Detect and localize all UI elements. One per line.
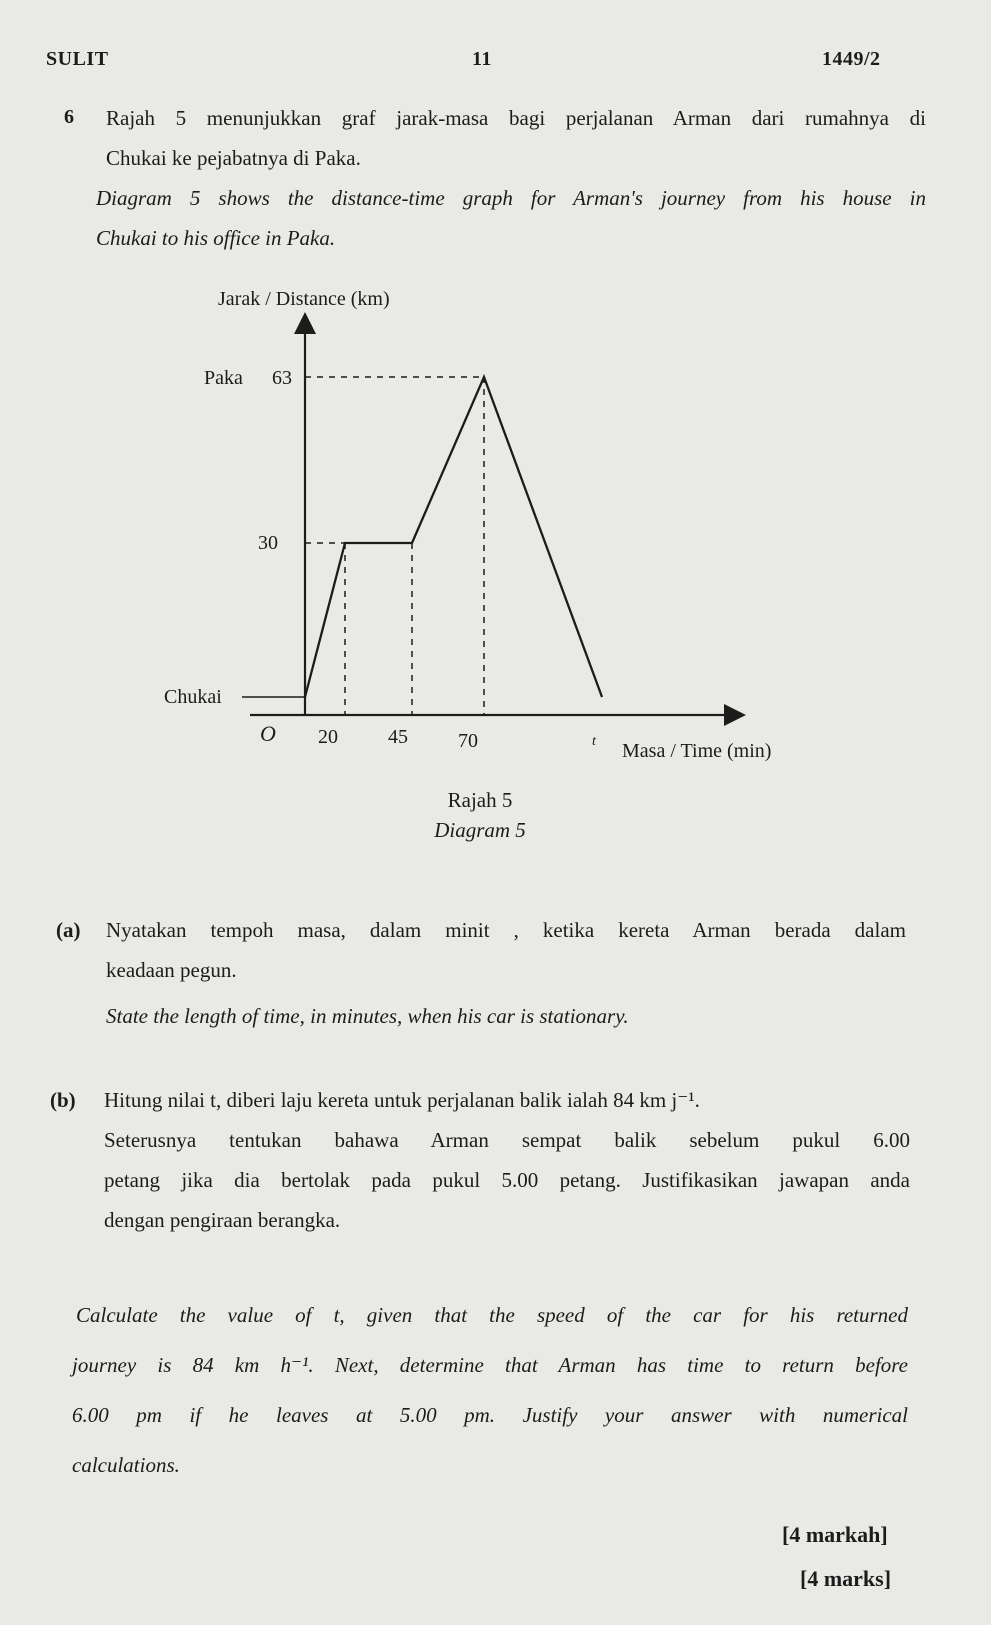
x-axis-label: Masa / Time (min) [622,740,772,762]
marks-en-text: [4 marks] [800,1566,892,1591]
guide-lines [305,377,484,715]
origin-label: O [260,721,276,746]
question-intro-ms [106,98,926,178]
x-tick-t: t [592,734,596,749]
part-b-en [72,1290,908,1490]
part-b-ms [104,1080,910,1240]
part-b-en-line-2: journey is 84 km h⁻¹. Next, determine that Arman has time to return before [72,1353,908,1377]
part-b-en-line-1: Calculate the value of t, given that the speed of the car for his returned [76,1303,908,1327]
place-paka: Paka [204,367,243,389]
marks-en [800,1566,891,1592]
x-tick-20: 20 [318,726,338,748]
caption-ms: Rajah 5 [447,788,513,812]
marks-ms [782,1522,888,1548]
y-axis-label: Jarak / Distance (km) [218,288,390,310]
question-number: 6 [64,106,74,128]
place-chukai: Chukai [164,686,222,708]
y-tick-30: 30 [258,532,278,554]
journey-line [305,377,602,697]
y-tick-63: 63 [272,367,292,389]
part-b-en-line-4: calculations. [72,1453,180,1477]
part-a-ms-line-1: Nyatakan tempoh masa, dalam minit , ketika kereta Arman berada dalam [106,918,906,942]
intro-ms-line-2: Chukai ke pejabatnya di Paka. [106,146,361,170]
x-tick-70: 70 [458,730,478,752]
paper-code: 1449/2 [822,48,881,70]
part-b-label: (b) [50,1088,76,1112]
question-intro-en [96,178,926,258]
part-b-ms-line-2: Seterusnya tentukan bahawa Arman sempat balik sebelum pukul 6.00 [104,1128,910,1152]
part-b-ms-line-1: Hitung nilai t, diberi laju kereta untuk perjalanan balik ialah 84 km j⁻¹. [104,1088,700,1112]
part-a-ms [106,910,906,990]
page-number: 11 [472,48,492,70]
header-sulit: SULIT [46,48,109,70]
x-tick-45: 45 [388,726,408,748]
part-a-label: (a) [56,918,81,942]
distance-time-graph [150,285,870,785]
part-a-en: State the length of time, in minutes, when his car is stationary. [106,1004,629,1028]
part-a-ms-line-2: keadaan pegun. [106,958,237,982]
intro-ms-line-1: Rajah 5 menunjukkan graf jarak-masa bagi perjalanan Arman dari rumahnya di [106,106,926,130]
intro-en-line-1: Diagram 5 shows the distance-time graph for Arman's journey from his house in [96,186,926,210]
part-b-en-line-3: 6.00 pm if he leaves at 5.00 pm. Justify your answer with numerical [72,1403,908,1427]
intro-en-line-2: Chukai to his office in Paka. [96,226,336,250]
part-b-ms-line-3: petang jika dia bertolak pada pukul 5.00 petang. Justifikasikan jawapan anda [104,1168,910,1192]
caption-en: Diagram 5 [434,818,526,842]
marks-ms-text: [4 markah] [782,1522,888,1547]
part-b-ms-line-4: dengan pengiraan berangka. [104,1208,341,1232]
